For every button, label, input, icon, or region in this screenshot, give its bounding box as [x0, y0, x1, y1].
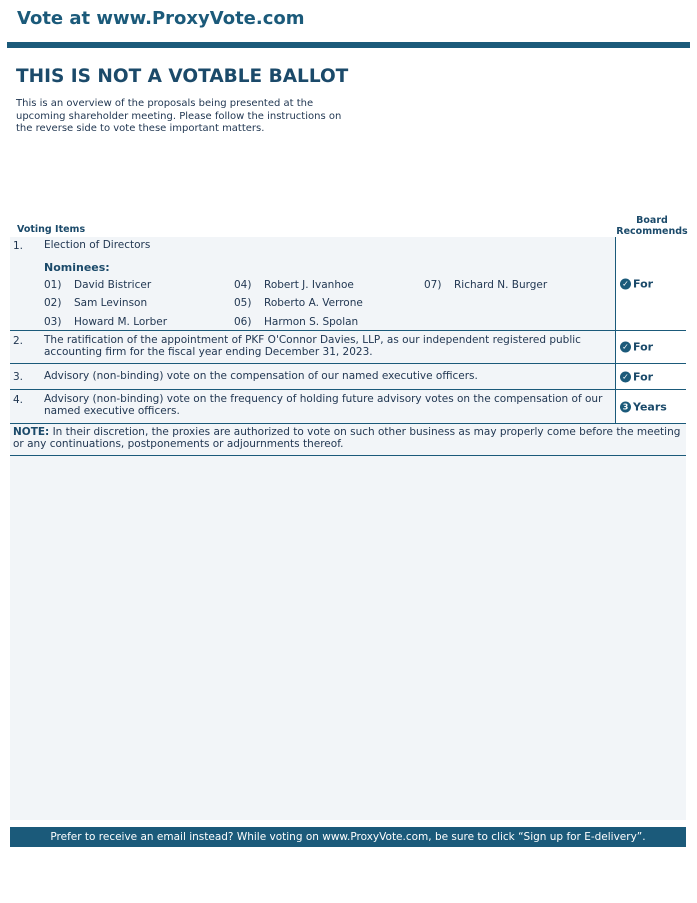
board-recommends-header: Board Recommends	[616, 215, 688, 237]
item-number: 2.	[13, 335, 24, 347]
item-text: Advisory (non-binding) vote on the compensation of our named executive officers.	[44, 370, 478, 382]
nominee-number: 06)	[234, 316, 252, 328]
header-title[interactable]: Vote at www.ProxyVote.com	[17, 8, 305, 29]
nominee-number: 04)	[234, 279, 252, 291]
nominees-label: Nominees:	[44, 261, 110, 274]
nominee-02	[44, 297, 147, 309]
voting-item-4	[10, 390, 686, 424]
nominee-name: Richard N. Burger	[454, 279, 548, 291]
recommend-for: ✓ For	[620, 277, 653, 290]
check-circle-icon: ✓	[620, 371, 631, 382]
nominee-03	[44, 316, 167, 328]
board-recommendation	[615, 364, 687, 389]
edelivery-banner: Prefer to receive an email instead? While voting on www.ProxyVote.com, be sure to click “Sign up for E-delivery”.	[10, 827, 686, 847]
item-text: Election of Directors	[44, 239, 151, 251]
nominee-name: Sam Levinson	[74, 297, 148, 309]
board-recommendation	[615, 237, 687, 330]
nominee-05	[234, 297, 363, 309]
note-label: NOTE:	[13, 426, 50, 438]
recommend-for: ✓ For	[620, 370, 653, 383]
nominee-number: 02)	[44, 297, 62, 309]
nominee-name: Howard M. Lorber	[74, 316, 168, 328]
blank-panel	[10, 456, 686, 820]
nominee-name: Roberto A. Verrone	[264, 297, 363, 309]
header-rule	[7, 42, 690, 48]
item-number: 4.	[13, 394, 24, 406]
nominee-name: David Bistricer	[74, 279, 152, 291]
item-text: Advisory (non-binding) vote on the frequency of holding future advisory votes on the compensation of our named executive officers.	[44, 393, 603, 417]
nominee-07	[424, 279, 547, 291]
item-text: The ratification of the appointment of PKF O'Connor Davies, LLP, as our independent registered public accounting firm for the fiscal year ending December 31, 2023.	[44, 334, 581, 358]
nominee-name: Harmon S. Spolan	[264, 316, 359, 328]
board-recommendation	[615, 331, 687, 363]
check-circle-icon: ✓	[620, 342, 631, 353]
nominee-06	[234, 316, 358, 328]
item-number: 1.	[13, 240, 24, 252]
header	[0, 0, 697, 42]
nominee-name: Robert J. Ivanhoe	[264, 279, 354, 291]
nominee-number: 01)	[44, 279, 62, 291]
nominee-number: 07)	[424, 279, 442, 291]
voting-item-3	[10, 364, 686, 390]
voting-item-1	[10, 237, 686, 331]
item-number: 3.	[13, 371, 24, 383]
note	[10, 424, 686, 456]
board-recommendation	[615, 390, 687, 423]
recommend-for: ✓ For	[620, 341, 653, 354]
page-title: THIS IS NOT A VOTABLE BALLOT	[16, 66, 349, 87]
check-circle-icon: ✓	[620, 278, 631, 289]
voting-item-2	[10, 331, 686, 364]
number-circle-icon: 3	[620, 401, 631, 412]
nominee-number: 03)	[44, 316, 62, 328]
voting-items-header: Voting Items	[17, 224, 86, 235]
intro-text: This is an overview of the proposals being presented at the upcoming shareholder meeting. Please follow the instructions on the reverse side to vote these important matters.	[16, 98, 342, 134]
nominee-number: 05)	[234, 297, 252, 309]
note-text: In their discretion, the proxies are authorized to vote on such other business as may properly come before the meeting or any continuations, postponements or adjournments thereof.	[13, 426, 681, 450]
recommend-years: 3 Years	[620, 400, 667, 413]
nominee-04	[234, 279, 354, 291]
nominee-01	[44, 279, 151, 291]
